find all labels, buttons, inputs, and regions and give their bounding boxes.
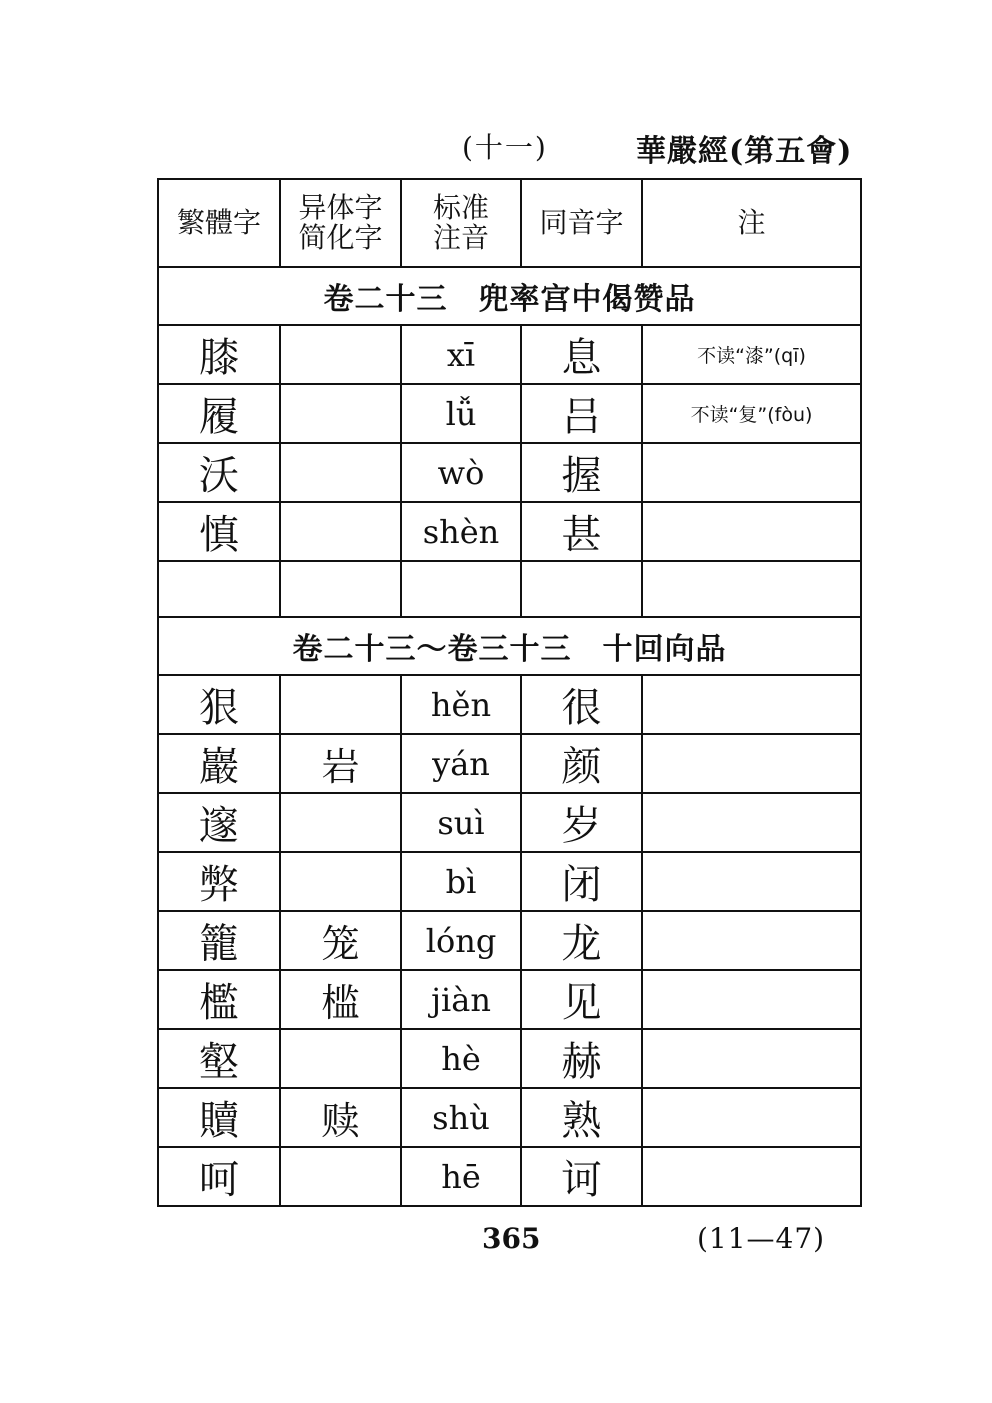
section-row	[158, 267, 861, 325]
page-header	[0, 126, 992, 170]
traditional-char	[158, 561, 280, 617]
variant-char	[280, 1147, 401, 1206]
section-row	[158, 617, 861, 675]
homophone-char: 岁	[521, 793, 642, 852]
traditional-char: 邃	[158, 793, 280, 852]
section-title: 卷二十三～卷三十三 十回向品	[158, 617, 861, 675]
note	[642, 911, 861, 970]
pinyin: shù	[401, 1088, 521, 1147]
column-header-homophone: 同音字	[521, 179, 642, 267]
homophone-char: 颜	[521, 734, 642, 793]
traditional-char: 慎	[158, 502, 280, 561]
table-header-row	[158, 179, 861, 267]
pinyin: shèn	[401, 502, 521, 561]
homophone-char: 很	[521, 675, 642, 734]
variant-char	[280, 384, 401, 443]
pinyin: suì	[401, 793, 521, 852]
note	[642, 793, 861, 852]
table-row	[158, 911, 861, 970]
variant-char: 笼	[280, 911, 401, 970]
variant-char	[280, 561, 401, 617]
table-row	[158, 793, 861, 852]
variant-char: 岩	[280, 734, 401, 793]
traditional-char: 沃	[158, 443, 280, 502]
traditional-char: 壑	[158, 1029, 280, 1088]
traditional-char: 膝	[158, 325, 280, 384]
homophone-char	[521, 561, 642, 617]
variant-char: 赎	[280, 1088, 401, 1147]
note	[642, 852, 861, 911]
table-row	[158, 675, 861, 734]
table-row	[158, 1088, 861, 1147]
column-header-traditional: 繁體字	[158, 179, 280, 267]
table-row	[158, 325, 861, 384]
homophone-char: 龙	[521, 911, 642, 970]
pinyin: hē	[401, 1147, 521, 1206]
pinyin: lǚ	[401, 384, 521, 443]
note: 不读“漆”(qī)	[642, 325, 861, 384]
traditional-char: 贖	[158, 1088, 280, 1147]
pinyin: bì	[401, 852, 521, 911]
pinyin: hěn	[401, 675, 521, 734]
book-title: 華嚴經(第五會)	[636, 134, 853, 169]
pinyin: jiàn	[401, 970, 521, 1029]
pinyin: xī	[401, 325, 521, 384]
traditional-char: 履	[158, 384, 280, 443]
pinyin: yán	[401, 734, 521, 793]
note	[642, 561, 861, 617]
variant-char	[280, 793, 401, 852]
homophone-char: 握	[521, 443, 642, 502]
table-row	[158, 970, 861, 1029]
homophone-char: 吕	[521, 384, 642, 443]
column-header-pinyin: 标准 注音	[401, 179, 521, 267]
variant-char	[280, 852, 401, 911]
pinyin	[401, 561, 521, 617]
note	[642, 1088, 861, 1147]
note	[642, 1147, 861, 1206]
homophone-char: 诃	[521, 1147, 642, 1206]
homophone-char: 闭	[521, 852, 642, 911]
traditional-char: 巖	[158, 734, 280, 793]
column-header-variant: 异体字 简化字	[280, 179, 401, 267]
chapter-number: (十一)	[462, 131, 548, 164]
homophone-char: 熟	[521, 1088, 642, 1147]
section-title: 卷二十三 兜率宫中偈赞品	[158, 267, 861, 325]
table-row	[158, 443, 861, 502]
note: 不读“复”(fòu)	[642, 384, 861, 443]
table-row	[158, 561, 861, 617]
homophone-char: 见	[521, 970, 642, 1029]
traditional-char: 狠	[158, 675, 280, 734]
note	[642, 1029, 861, 1088]
homophone-char: 赫	[521, 1029, 642, 1088]
pinyin: wò	[401, 443, 521, 502]
note	[642, 970, 861, 1029]
homophone-char: 甚	[521, 502, 642, 561]
character-table	[157, 178, 862, 1207]
variant-char	[280, 675, 401, 734]
note	[642, 675, 861, 734]
note	[642, 443, 861, 502]
table-row	[158, 1029, 861, 1088]
table-row	[158, 1147, 861, 1206]
traditional-char: 呵	[158, 1147, 280, 1206]
traditional-char: 籠	[158, 911, 280, 970]
page-number: 365	[482, 1222, 541, 1255]
page-footer	[0, 1222, 992, 1262]
traditional-char: 弊	[158, 852, 280, 911]
variant-char: 槛	[280, 970, 401, 1029]
note	[642, 734, 861, 793]
note	[642, 502, 861, 561]
table-row	[158, 734, 861, 793]
pinyin: lóng	[401, 911, 521, 970]
variant-char	[280, 443, 401, 502]
variant-char	[280, 325, 401, 384]
table-row	[158, 384, 861, 443]
variant-char	[280, 1029, 401, 1088]
table-row	[158, 502, 861, 561]
column-header-note: 注	[642, 179, 861, 267]
pinyin: hè	[401, 1029, 521, 1088]
page-code: (11—47)	[697, 1222, 826, 1255]
variant-char	[280, 502, 401, 561]
homophone-char: 息	[521, 325, 642, 384]
traditional-char: 檻	[158, 970, 280, 1029]
table-row	[158, 852, 861, 911]
